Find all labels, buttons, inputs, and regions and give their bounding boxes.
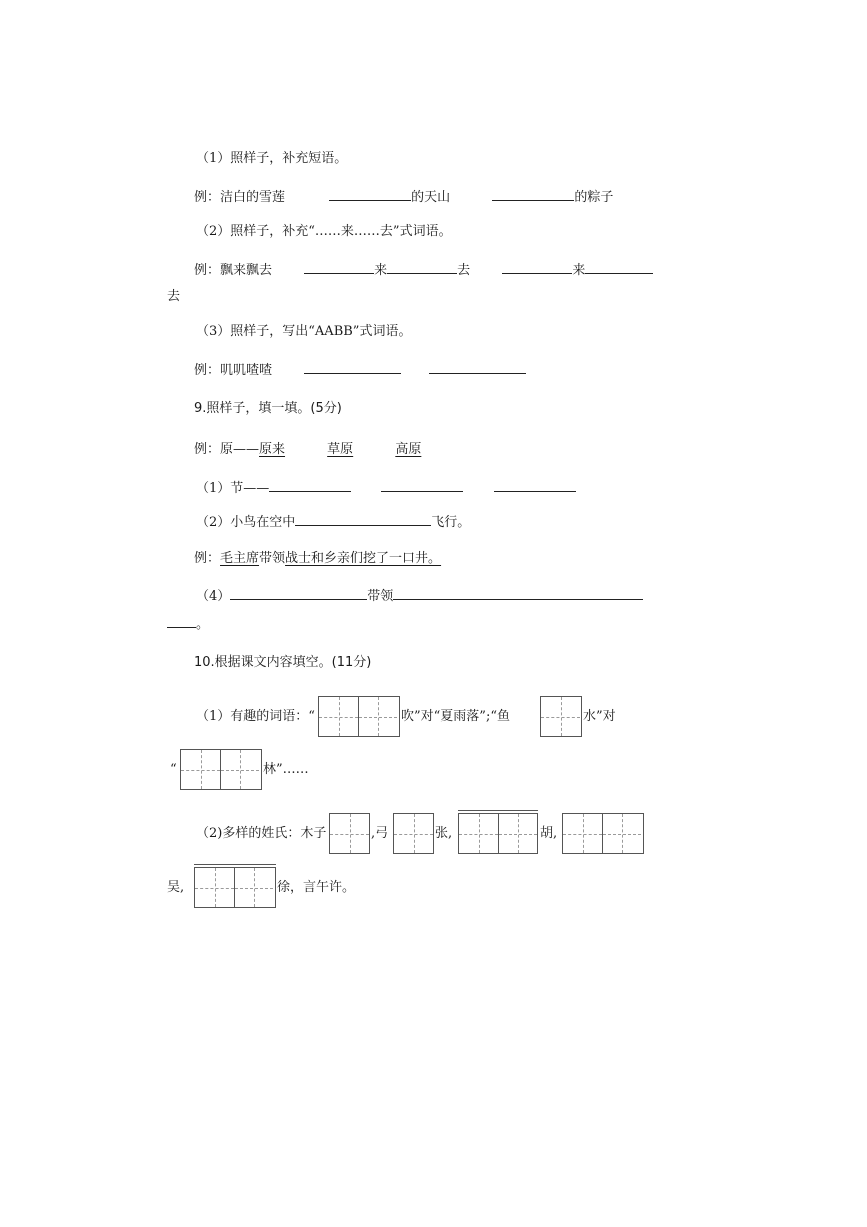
char-box[interactable]	[195, 868, 234, 907]
q9-example2-subject: 毛主席	[220, 551, 260, 566]
char-box[interactable]	[319, 697, 358, 736]
q10-item1-prefix: （1）有趣的词语：“	[196, 709, 315, 724]
q8-part1-example: 例：洁白的雪莲	[194, 190, 286, 205]
char-box[interactable]	[498, 814, 537, 853]
q9-item2-prefix: （2）小鸟在空中	[196, 515, 296, 530]
char-box[interactable]	[563, 814, 602, 853]
q8-part2-instruction: （2）照样子，补充“……来……去”式词语。	[196, 224, 452, 239]
char-box[interactable]	[234, 868, 273, 907]
q10-item2-grid-4[interactable]	[562, 813, 644, 854]
q9-item2-suffix: 飞行。	[431, 515, 471, 530]
q9-example-label: 例：原——	[194, 442, 260, 457]
q9-item4-blank-3[interactable]	[167, 613, 196, 628]
q8-part2-example: 例：飘来飘去	[194, 263, 273, 278]
q10-item2-text-a: ,弓	[371, 826, 389, 841]
q9-example2-label: 例：	[194, 551, 221, 566]
q9-item1-blank-1[interactable]	[269, 477, 351, 492]
char-box[interactable]	[459, 814, 498, 853]
q9-item4-row	[196, 585, 643, 605]
q8-part2-blank-2[interactable]	[387, 259, 457, 274]
q8-part3-instruction: （3）照样子，写出“AABB”式词语。	[196, 324, 412, 339]
q10-item1-grid-2[interactable]	[540, 696, 582, 737]
q9-item1-label: （1）节——	[196, 481, 270, 496]
q9-item4-end: 。	[196, 617, 210, 632]
q10-item1-open-quote: “	[170, 762, 177, 777]
q8-part2-blank-1[interactable]	[304, 259, 374, 274]
q10-item2-text-b: 张,	[435, 826, 453, 841]
q8-part1-suffix-1: 的天山	[411, 190, 451, 205]
q9-example-word-3: 高原	[395, 442, 422, 457]
q8-part1-example-row	[194, 186, 613, 206]
q10-item2-text-c: 胡,	[540, 826, 558, 841]
q8-part2-lai-1: 来	[374, 263, 388, 278]
char-box[interactable]	[394, 814, 433, 853]
q10-item1-grid-3[interactable]	[180, 749, 262, 790]
q10-item1-text-b: 水”对	[583, 709, 616, 724]
q10-item2-end: 徐，言午许。	[277, 880, 356, 895]
q9-item4-label: （4）	[196, 589, 231, 604]
q9-example-row	[194, 440, 421, 460]
q9-example-word-1: 原来	[259, 442, 286, 457]
char-box[interactable]	[358, 697, 397, 736]
q10-item2-grid-1[interactable]	[329, 813, 370, 854]
q10-item2-divider-2	[194, 864, 276, 865]
q10-item2-grid-2[interactable]	[393, 813, 434, 854]
q8-part3-example: 例：叽叽喳喳	[194, 363, 273, 378]
q9-item4-mid: 带领	[367, 589, 394, 604]
char-box[interactable]	[220, 750, 259, 789]
char-box[interactable]	[181, 750, 220, 789]
q10-item2-grid-3[interactable]	[458, 813, 538, 854]
q8-part3-blank-2[interactable]	[429, 359, 526, 374]
q10-item2-divider	[458, 810, 538, 811]
q9-item1-blank-2[interactable]	[381, 477, 463, 492]
q8-part1-blank-2[interactable]	[492, 186, 574, 201]
q8-part2-blank-3[interactable]	[502, 259, 572, 274]
q8-part2-qu-1: 去	[457, 263, 471, 278]
q10-item1-text-a: 吹”对“夏雨落”;“鱼	[401, 709, 510, 724]
q9-example2-verb: 带领	[259, 551, 286, 566]
char-box[interactable]	[330, 814, 369, 853]
q10-item2-wrap-start: 吴,	[167, 880, 185, 895]
q8-part1-instruction: （1）照样子，补充短语。	[196, 151, 348, 166]
q9-item4-blank-2[interactable]	[393, 585, 643, 600]
q9-item1-row	[196, 477, 576, 497]
q9-item1-blank-3[interactable]	[494, 477, 576, 492]
q9-item2-row	[196, 511, 470, 531]
q8-part1-suffix-2: 的粽子	[574, 190, 614, 205]
q8-part2-wrap: 去	[167, 289, 181, 304]
q9-item4-wrap	[167, 613, 209, 633]
q9-item2-blank[interactable]	[295, 511, 431, 526]
q8-part3-blank-1[interactable]	[304, 359, 401, 374]
q9-title: 9.照样子，填一填。(5分)	[194, 401, 342, 416]
q10-item1-text-c: 林”……	[263, 762, 309, 777]
q8-part1-blank-1[interactable]	[329, 186, 411, 201]
q9-example-word-2: 草原	[327, 442, 354, 457]
q10-item1-grid-1[interactable]	[318, 696, 400, 737]
q10-item2-prefix: （2)多样的姓氏：木子	[196, 826, 327, 841]
q10-item2-grid-5[interactable]	[194, 867, 276, 908]
q10-title: 10.根据课文内容填空。(11分)	[194, 655, 372, 670]
q9-example2-object: 战士和乡亲们挖了一口井。	[285, 551, 442, 566]
q9-example2-row	[194, 549, 441, 569]
q8-part2-example-row	[194, 259, 653, 279]
q8-part2-lai-2: 来	[572, 263, 586, 278]
q8-part3-example-row	[194, 359, 526, 379]
q9-item4-blank-1[interactable]	[230, 585, 367, 600]
q8-part2-blank-4[interactable]	[585, 259, 653, 274]
char-box[interactable]	[602, 814, 641, 853]
char-box[interactable]	[541, 697, 580, 736]
